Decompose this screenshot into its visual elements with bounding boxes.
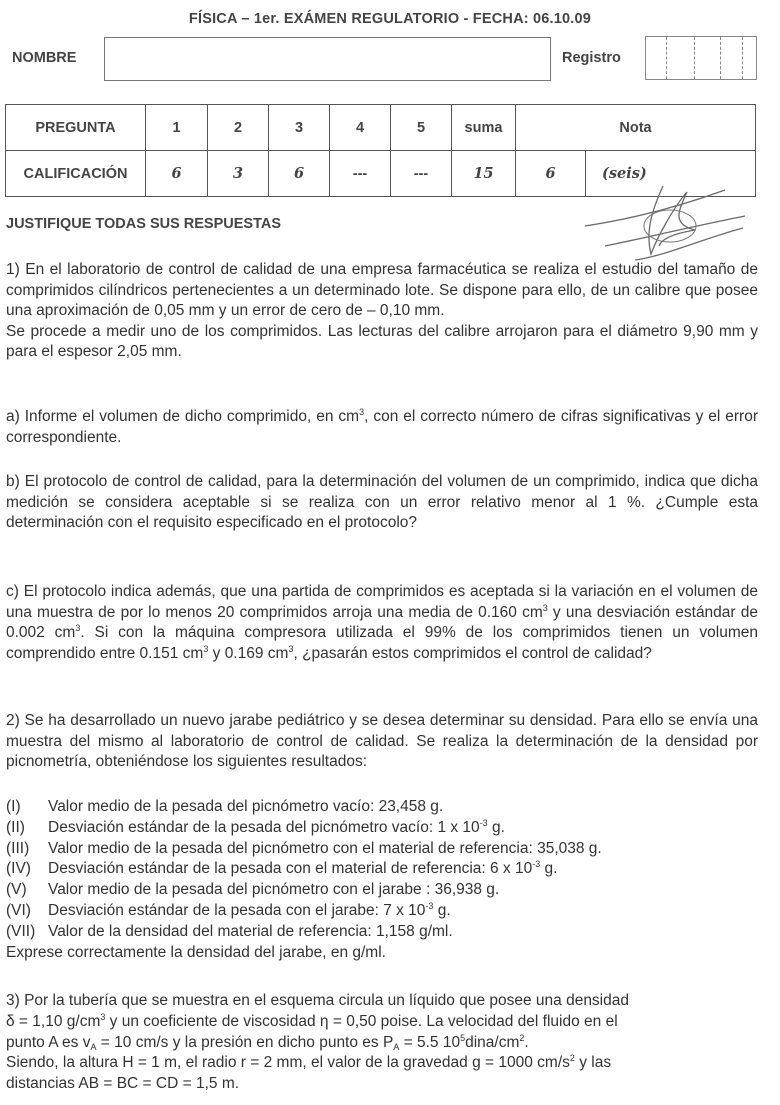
q2-item-3: (III) Valor medio de la pesada del picnómetro con el material de referencia: 35,038 g.	[6, 839, 602, 857]
q1-part-b: b) El protocolo de control de calidad, para la determinación del volumen de un comprimido, indica que dicha medición se considera aceptable si se realiza con un error relativo menor al 1 %. ¿Cumple esta determinación con el requisito especificado en el protocolo?	[6, 473, 758, 531]
calificacion-label: CALIFICACIÓN	[6, 151, 146, 197]
score-4: ---	[330, 151, 391, 197]
final-grade-number: 6	[516, 151, 586, 197]
q2-closing: Exprese correctamente la densidad del jarabe, en g/ml.	[6, 943, 386, 961]
question-3: 3	[269, 105, 330, 151]
question-2: 2	[208, 105, 269, 151]
nota-header: Nota	[516, 105, 756, 151]
q3-line-5: distancias AB = BC = CD = 1,5 m.	[6, 1075, 240, 1093]
q1-intro: 1) En el laboratorio de control de calidad de una empresa farmacéutica se realiza el estudio del tamaño de comprimidos cilíndricos pertenecientes a un determinado lote. Se dispone para ello, de un calibre que posee una aproximación de 0,05 mm y un error de cero de – 0,10 mm.	[6, 261, 758, 319]
instructions-heading: JUSTIFIQUE TODAS SUS RESPUESTAS	[6, 216, 282, 232]
exam-title: FÍSICA – 1er. EXÁMEN REGULATORIO - FECHA: 06.10.09	[188, 11, 592, 27]
q2-results-list	[6, 797, 758, 963]
score-5: ---	[391, 151, 452, 197]
q2-item-4: (IV) Desviación estándar de la pesada con el material de referencia: 6 x $10^{-3}$ g.	[6, 859, 558, 878]
registro-label: Registro	[562, 50, 621, 66]
score-3: 6	[269, 151, 330, 197]
pregunta-header: PREGUNTA	[6, 105, 146, 151]
q2-item-6: (VI) Desviación estándar de la pesada con el jarabe: 7 x $10^{-3}$ g.	[6, 900, 451, 919]
q3-line-4: Siendo, la altura H = 1 m, el radio r = 2 mm, el valor de la gravedad g = 1000 $cm/s^2$ y las	[6, 1053, 612, 1072]
q2-item-1: (I) Valor medio de la pesada del picnómetro vacío: 23,458 g.	[6, 798, 444, 815]
registro-field[interactable]	[645, 36, 757, 80]
question-3	[6, 991, 758, 1095]
q3-line-2: δ = 1,10 $g/cm^3$ y un coeficiente de viscosidad η = 0,50 poise. La velocidad del fluido en el	[6, 1011, 618, 1030]
name-field[interactable]	[104, 37, 551, 81]
q1-part-c: c) El protocolo indica además, que una partida de comprimidos es aceptada si la variación en el volumen de una muestra de por lo menos 20 comprimidos arroja una media de 0.160 $cm^3$ y una desviación estándar de 0.002 $cm^3$. Si con la máquina compresora utilizada el 99% de los comprimidos tienen un volumen comprendido entre 0.151 $cm^3$ y 0.169 $cm^3$, ¿pasarán estos comprimidos el control de calidad?	[6, 583, 758, 662]
question-1: 1	[146, 105, 208, 151]
q1-part-a: a) Informe el volumen de dicho comprimido, en $cm^3$, con el correcto número de cifras significativas y el error correspondiente.	[6, 407, 758, 446]
q1-intro-2: Se procede a medir uno de los comprimidos. Las lecturas del calibre arrojaron para el diámetro 9,90 mm y para el espesor 2,05 mm.	[6, 322, 758, 360]
name-label: NOMBRE	[12, 50, 77, 66]
q2-item-7: (VII) Valor de la densidad del material de referencia: 1,158 g/ml.	[6, 922, 453, 940]
q2-item-2: (II) Desviación estándar de la pesada del picnómetro vacío: 1 x $10^{-3}$ g.	[6, 817, 505, 836]
score-1: 6	[146, 151, 208, 197]
signature-mark	[575, 168, 755, 268]
final-grade-words: (seis)	[586, 151, 756, 197]
q3-line-1: 3) Por la tubería que se muestra en el esquema circula un líquido que posee una densidad	[6, 992, 629, 1009]
q3-line-3: punto A es $v_A = 10$ cm/s y la presión en dicho punto es $P_A = 5.5$ $10^5dina/cm^2$.	[6, 1032, 529, 1052]
score-2: 3	[208, 151, 269, 197]
score-sum: 15	[452, 151, 516, 197]
question-1	[6, 260, 758, 363]
question-2-intro: 2) Se ha desarrollado un nuevo jarabe pediátrico y se desea determinar su densidad. Para ello se envía una muestra del mismo al laboratorio de control de calidad. Se realiza la determinación de la densidad por picnometría, obteniéndose los siguientes resultados:	[6, 712, 758, 770]
q2-item-5: (V) Valor medio de la pesada del picnómetro con el jarabe : 36,938 g.	[6, 881, 500, 899]
suma-header: suma	[452, 105, 516, 151]
question-5: 5	[391, 105, 452, 151]
question-row	[6, 105, 756, 151]
question-4: 4	[330, 105, 391, 151]
